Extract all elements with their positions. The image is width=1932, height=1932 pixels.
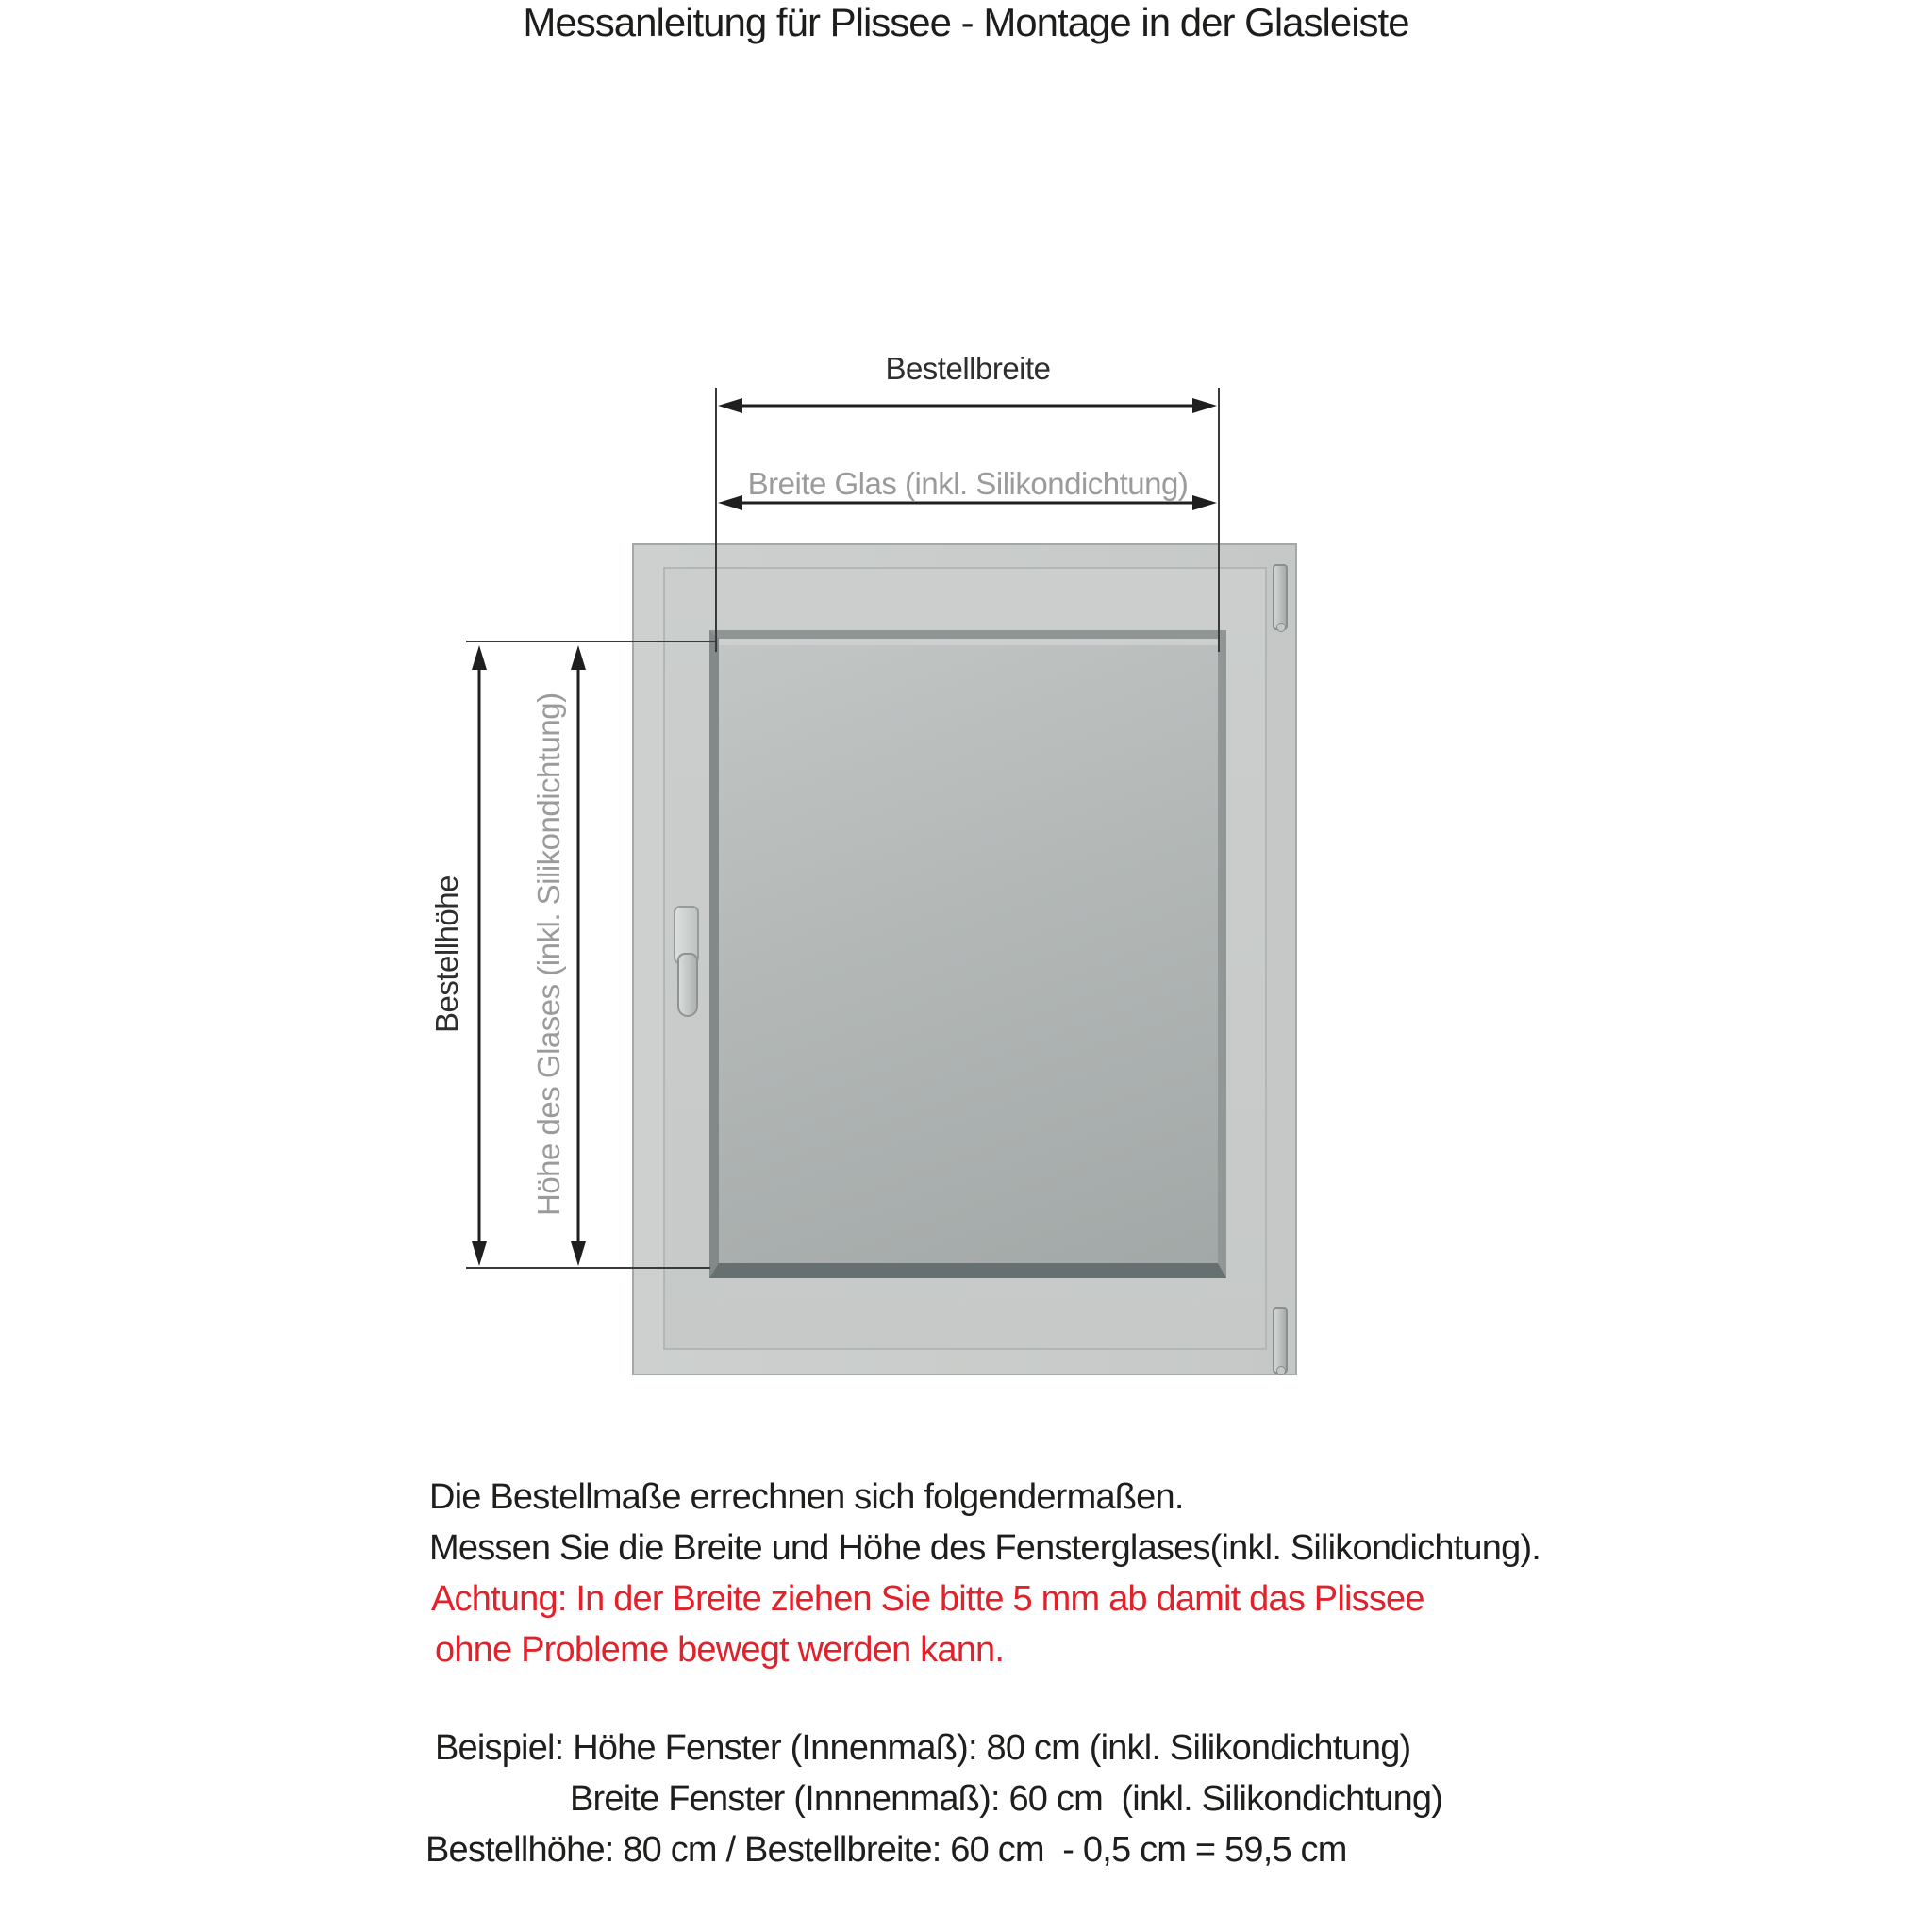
order-width-arrow xyxy=(718,398,1217,413)
order-height-label: Bestellhöhe xyxy=(429,875,464,1034)
glass-width-label: Breite Glas (inkl. Silikondichtung) xyxy=(747,466,1189,501)
glass-height-arrow xyxy=(571,645,586,1266)
order-height-arrow xyxy=(472,645,487,1266)
instruction-line-1: Die Bestellmaße errechnen sich folgendermaßen. xyxy=(429,1477,1184,1517)
warning-line-2: ohne Probleme bewegt werden kann. xyxy=(435,1630,1005,1670)
example-line-1: Beispiel: Höhe Fenster (Innenmaß): 80 cm (inkl. Silikondichtung) xyxy=(435,1728,1411,1768)
instruction-line-2: Messen Sie die Breite und Höhe des Fensterglases(inkl. Silikondichtung). xyxy=(429,1528,1541,1568)
glass-height-label: Höhe des Glases (inkl. Silikondichtung) xyxy=(531,692,566,1217)
page-title: Messanleitung für Plissee - Montage in der Glasleiste xyxy=(523,0,1409,44)
example-line-3: Bestellhöhe: 80 cm / Bestellbreite: 60 cm - 0,5 cm = 59,5 cm xyxy=(425,1830,1347,1870)
warning-line-1: Achtung: In der Breite ziehen Sie bitte 5 mm ab damit das Plissee xyxy=(431,1579,1424,1619)
example-line-2: Breite Fenster (Innnenmaß): 60 cm (inkl. Silikondichtung) xyxy=(570,1779,1443,1819)
order-width-label: Bestellbreite xyxy=(885,351,1051,386)
